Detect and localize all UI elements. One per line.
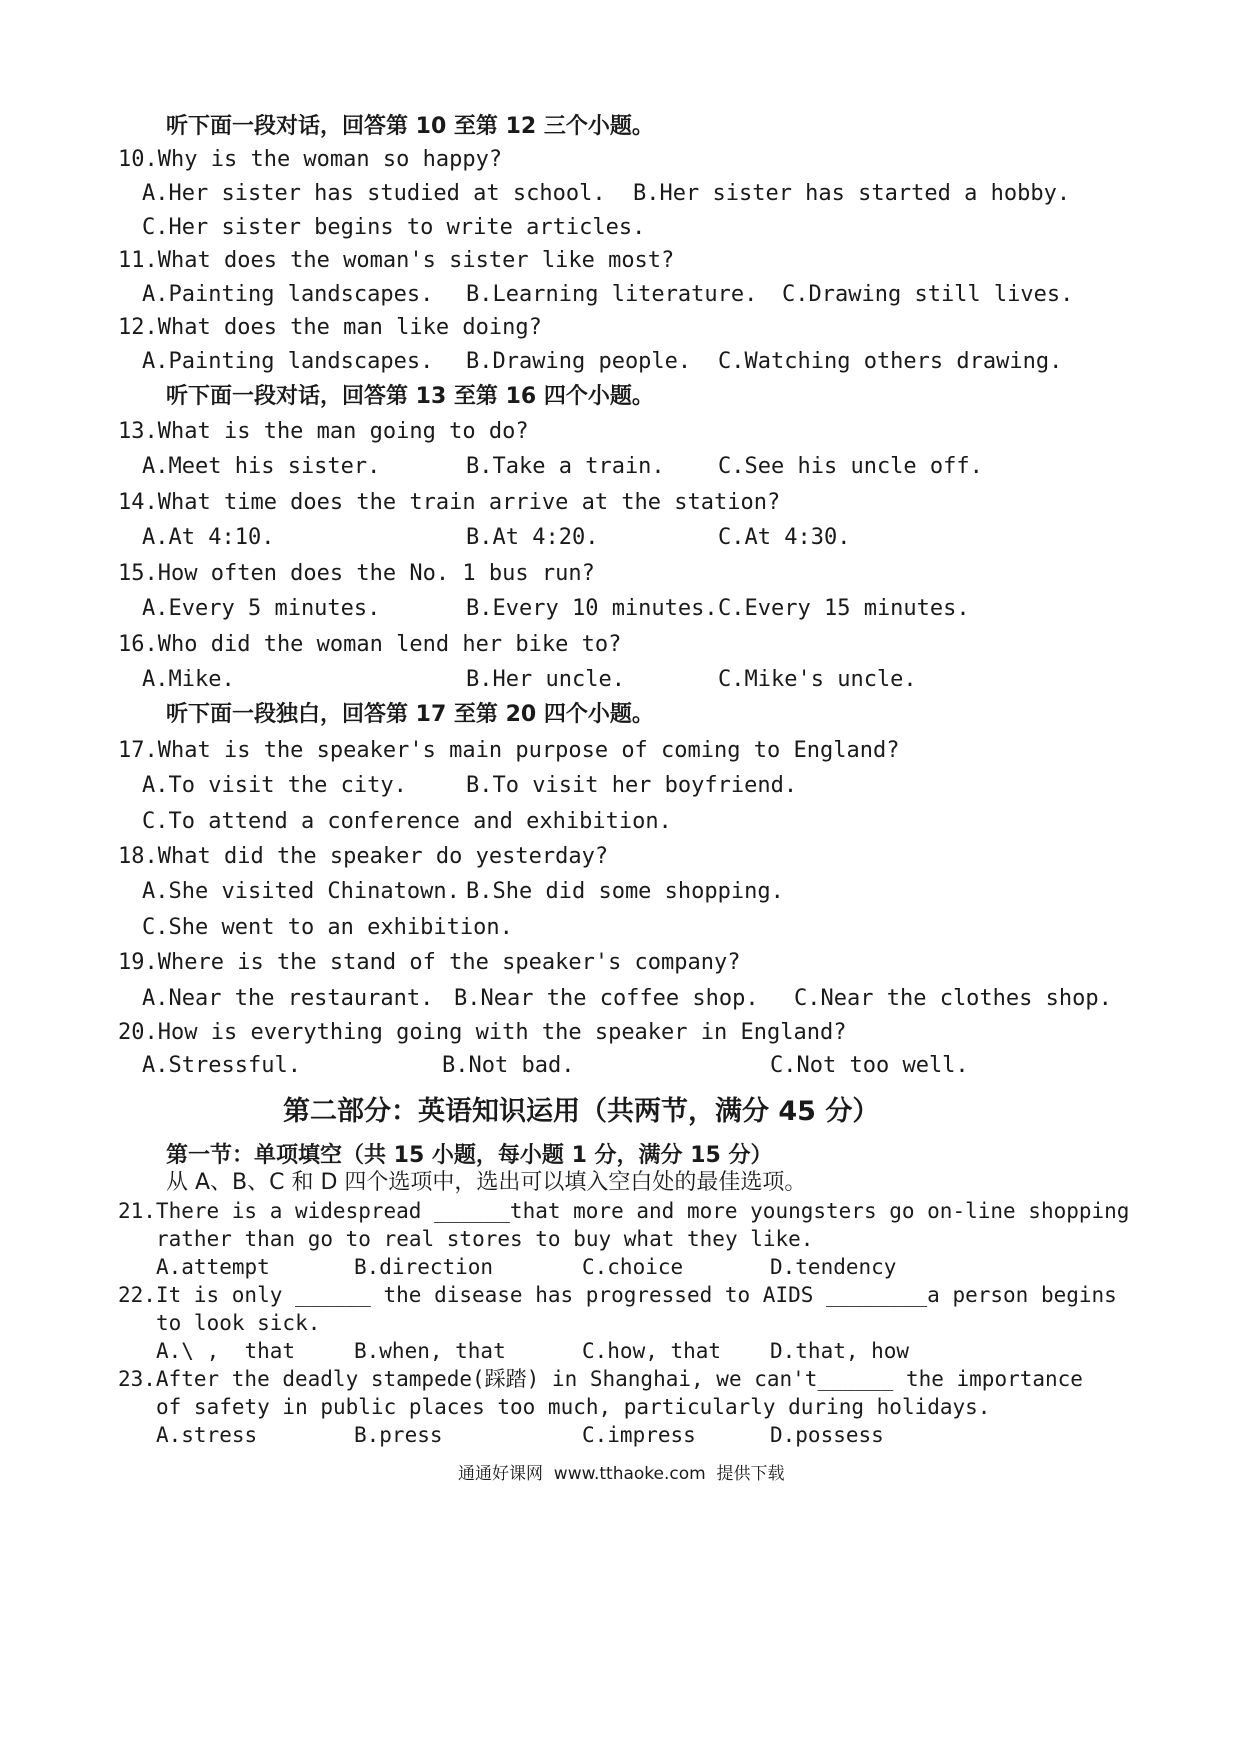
question-19-option-a: A.Near the restaurant. — [142, 986, 434, 1011]
question-20-option-b: B.Not bad. — [442, 1053, 575, 1078]
question-12-option-c: C.Watching others drawing. — [718, 349, 1063, 374]
question-16-option-b: B.Her uncle. — [466, 667, 625, 692]
section-one-heading: 第一节：单项填空（共 15 小题，每小题 1 分，满分 15 分） — [166, 1143, 773, 1168]
question-18-option-c: C.She went to an exhibition. — [142, 915, 513, 940]
question-11-stem: 11.What does the woman's sister like most? — [118, 248, 675, 273]
question-14-option-c: C.At 4:30. — [718, 525, 851, 550]
question-15-option-c: C.Every 15 minutes. — [718, 596, 970, 621]
question-18-option-a: A.She visited Chinatown. — [142, 879, 460, 904]
question-15-stem: 15.How often does the No. 1 bus run? — [118, 561, 595, 586]
question-14-stem: 14.What time does the train arrive at the station? — [118, 490, 781, 515]
question-23-stem-continued: of safety in public places too much, particularly during holidays. — [156, 1395, 991, 1419]
question-21-option-b: B.direction — [354, 1255, 494, 1279]
question-19-stem: 19.Where is the stand of the speaker's company? — [118, 950, 741, 975]
question-12-stem: 12.What does the man like doing? — [118, 315, 542, 340]
section-header-17-20: 听下面一段独白，回答第 17 至第 20 四个小题。 — [166, 702, 654, 727]
section-one-instruction: 从 A、B、C 和 D 四个选项中，选出可以填入空白处的最佳选项。 — [166, 1170, 807, 1195]
question-10-option-b: B.Her sister has started a hobby. — [633, 181, 1071, 206]
question-21-stem-continued: rather than go to real stores to buy what they like. — [156, 1227, 814, 1251]
question-10-stem: 10.Why is the woman so happy? — [118, 147, 503, 172]
question-23-option-c: C.impress — [582, 1423, 696, 1447]
question-20-stem: 20.How is everything going with the speaker in England? — [118, 1020, 847, 1045]
question-22-stem: 22.It is only ______ the disease has progressed to AIDS ________a person begins — [118, 1283, 1117, 1307]
question-22-option-c: C.how, that — [582, 1339, 722, 1363]
question-13-option-b: B.Take a train. — [466, 454, 665, 479]
question-12-option-a: A.Painting landscapes. — [142, 349, 434, 374]
question-10-option-a: A.Her sister has studied at school. — [142, 181, 606, 206]
page-footer: 通通好课网 www.tthaoke.com 提供下载 — [458, 1464, 785, 1484]
question-13-stem: 13.What is the man going to do? — [118, 419, 529, 444]
question-22-option-b: B.when, that — [354, 1339, 506, 1363]
question-21-stem: 21.There is a widespread ______that more and more youngsters go on-line shopping — [118, 1199, 1130, 1223]
question-18-stem: 18.What did the speaker do yesterday? — [118, 844, 609, 869]
question-15-option-a: A.Every 5 minutes. — [142, 596, 381, 621]
question-19-option-b: B.Near the coffee shop. — [454, 986, 759, 1011]
question-23-stem: 23.After the deadly stampede(踩踏) in Shanghai, we can't______ the importance — [118, 1367, 1083, 1391]
question-11-option-c: C.Drawing still lives. — [782, 282, 1074, 307]
question-21-option-a: A.attempt — [156, 1255, 270, 1279]
question-17-option-c: C.To attend a conference and exhibition. — [142, 809, 672, 834]
section-header-10-12: 听下面一段对话，回答第 10 至第 12 三个小题。 — [166, 114, 654, 139]
question-16-option-a: A.Mike. — [142, 667, 235, 692]
question-23-option-d: D.possess — [770, 1423, 884, 1447]
question-17-stem: 17.What is the speaker's main purpose of coming to England? — [118, 738, 900, 763]
question-13-option-c: C.See his uncle off. — [718, 454, 983, 479]
question-10-option-c: C.Her sister begins to write articles. — [142, 215, 646, 240]
question-22-stem-continued: to look sick. — [156, 1311, 321, 1335]
question-11-option-a: A.Painting landscapes. — [142, 282, 434, 307]
question-13-option-a: A.Meet his sister. — [142, 454, 381, 479]
question-17-option-b: B.To visit her boyfriend. — [466, 773, 798, 798]
question-23-option-b: B.press — [354, 1423, 443, 1447]
part-two-heading: 第二部分：英语知识运用（共两节，满分 45 分） — [283, 1096, 880, 1127]
question-16-option-c: C.Mike's uncle. — [718, 667, 917, 692]
question-15-option-b: B.Every 10 minutes. — [466, 596, 718, 621]
question-18-option-b: B.She did some shopping. — [466, 879, 784, 904]
question-20-option-a: A.Stressful. — [142, 1053, 301, 1078]
question-16-stem: 16.Who did the woman lend her bike to? — [118, 632, 622, 657]
section-header-13-16: 听下面一段对话，回答第 13 至第 16 四个小题。 — [166, 384, 654, 409]
question-14-option-b: B.At 4:20. — [466, 525, 599, 550]
question-22-option-d: D.that, how — [770, 1339, 910, 1363]
question-12-option-b: B.Drawing people. — [466, 349, 692, 374]
question-23-option-a: A.stress — [156, 1423, 258, 1447]
question-21-option-d: D.tendency — [770, 1255, 897, 1279]
question-22-option-a: A.\ , that — [156, 1339, 296, 1363]
question-14-option-a: A.At 4:10. — [142, 525, 275, 550]
question-17-option-a: A.To visit the city. — [142, 773, 407, 798]
question-19-option-c: C.Near the clothes shop. — [794, 986, 1112, 1011]
question-21-option-c: C.choice — [582, 1255, 684, 1279]
question-20-option-c: C.Not too well. — [770, 1053, 969, 1078]
question-11-option-b: B.Learning literature. — [466, 282, 758, 307]
